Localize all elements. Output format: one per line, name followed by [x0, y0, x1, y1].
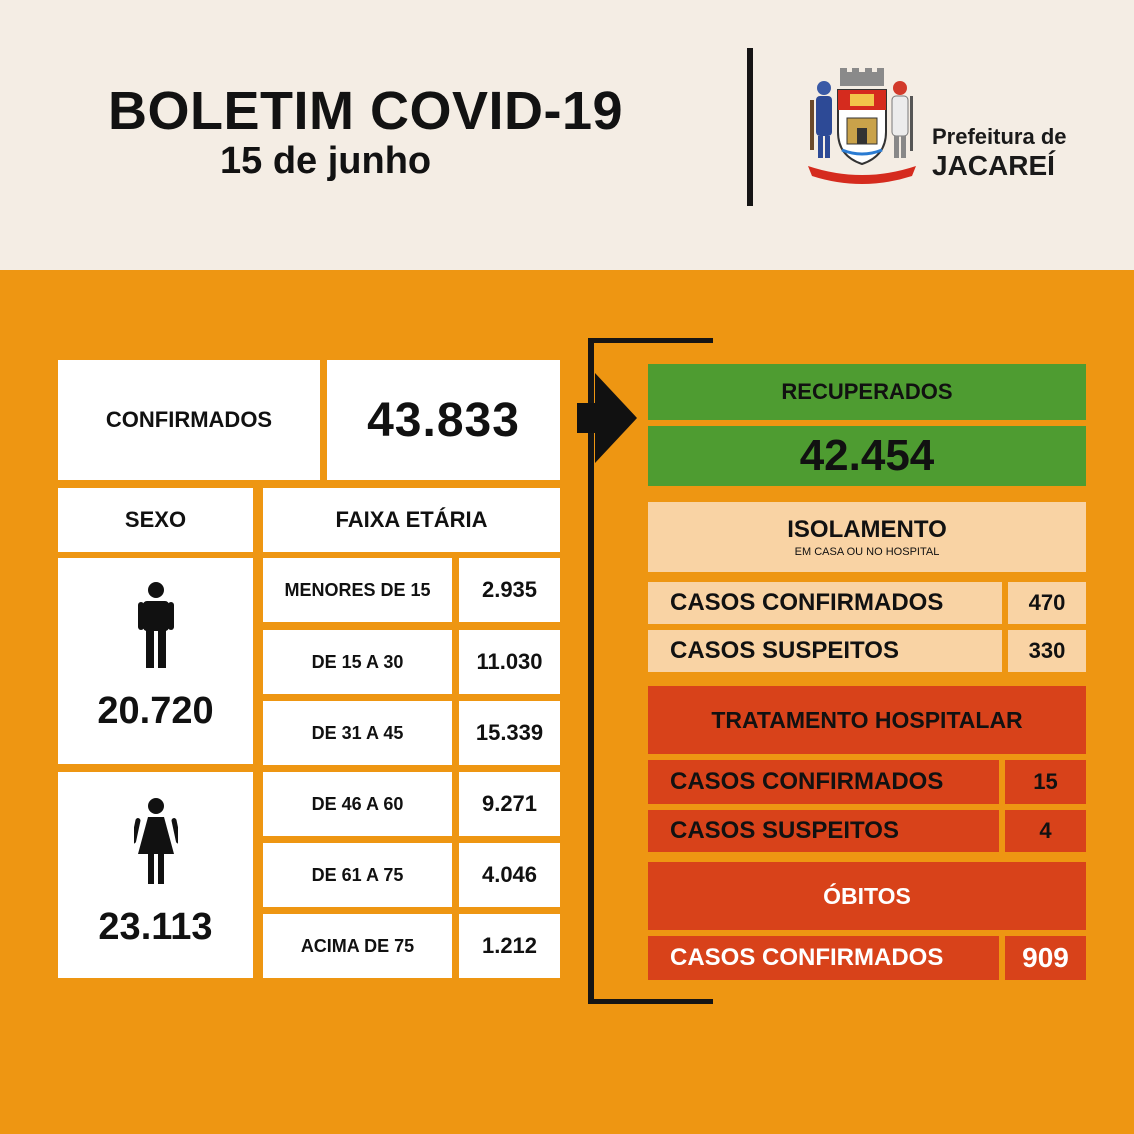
recovered-label: RECUPERADOS — [648, 364, 1086, 420]
hospital-confirmed-label: CASOS CONFIRMADOS — [648, 760, 999, 804]
age-row-value: 2.935 — [459, 558, 560, 622]
deaths-header: ÓBITOS — [648, 862, 1086, 930]
age-row-value: 4.046 — [459, 843, 560, 907]
recovered-value: 42.454 — [648, 426, 1086, 486]
age-row-label: DE 31 A 45 — [263, 701, 452, 765]
deaths-confirmed-label: CASOS CONFIRMADOS — [648, 936, 999, 980]
deaths-confirmed-value: 909 — [1005, 936, 1086, 980]
hospital-confirmed-value: 15 — [1005, 760, 1086, 804]
age-row-label: MENORES DE 15 — [263, 558, 452, 622]
sex-header: SEXO — [58, 488, 253, 552]
bracket-top — [588, 338, 713, 343]
header-divider — [747, 48, 753, 206]
age-row-value: 1.212 — [459, 914, 560, 978]
hospital-header: TRATAMENTO HOSPITALAR — [648, 686, 1086, 754]
confirmed-label: CONFIRMADOS — [58, 360, 320, 480]
bulletin-title: BOLETIM COVID-19 — [108, 81, 624, 141]
isolation-header — [648, 502, 1086, 572]
header-band — [0, 0, 1134, 270]
male-card — [58, 558, 253, 764]
isolation-confirmed-label: CASOS CONFIRMADOS — [648, 582, 1002, 624]
female-person-icon — [134, 798, 178, 884]
female-count: 23.113 — [98, 906, 213, 948]
male-person-icon — [136, 582, 176, 668]
bulletin-date: 15 de junho — [220, 140, 432, 182]
arrow-right-icon — [577, 373, 637, 463]
confirmed-value: 43.833 — [327, 360, 560, 480]
isolation-suspected-label: CASOS SUSPEITOS — [648, 630, 1002, 672]
age-group-header: FAIXA ETÁRIA — [263, 488, 560, 552]
city-coat-of-arms-icon — [802, 66, 922, 184]
isolation-sublabel: EM CASA OU NO HOSPITAL — [794, 546, 940, 558]
isolation-suspected-value: 330 — [1008, 630, 1086, 672]
org-name-line2: JACAREÍ — [932, 150, 1055, 181]
org-name-line1: Prefeitura de — [932, 124, 1067, 149]
age-row-label: DE 15 A 30 — [263, 630, 452, 694]
age-row-value: 9.271 — [459, 772, 560, 836]
age-row-label: DE 46 A 60 — [263, 772, 452, 836]
age-row-value: 11.030 — [459, 630, 560, 694]
hospital-suspected-value: 4 — [1005, 810, 1086, 852]
age-row-label: DE 61 A 75 — [263, 843, 452, 907]
isolation-label: ISOLAMENTO — [787, 516, 947, 543]
age-row-label: ACIMA DE 75 — [263, 914, 452, 978]
bracket-bottom — [588, 999, 713, 1004]
hospital-suspected-label: CASOS SUSPEITOS — [648, 810, 999, 852]
isolation-confirmed-value: 470 — [1008, 582, 1086, 624]
age-row-value: 15.339 — [459, 701, 560, 765]
female-card — [58, 772, 253, 978]
male-count: 20.720 — [97, 690, 214, 732]
